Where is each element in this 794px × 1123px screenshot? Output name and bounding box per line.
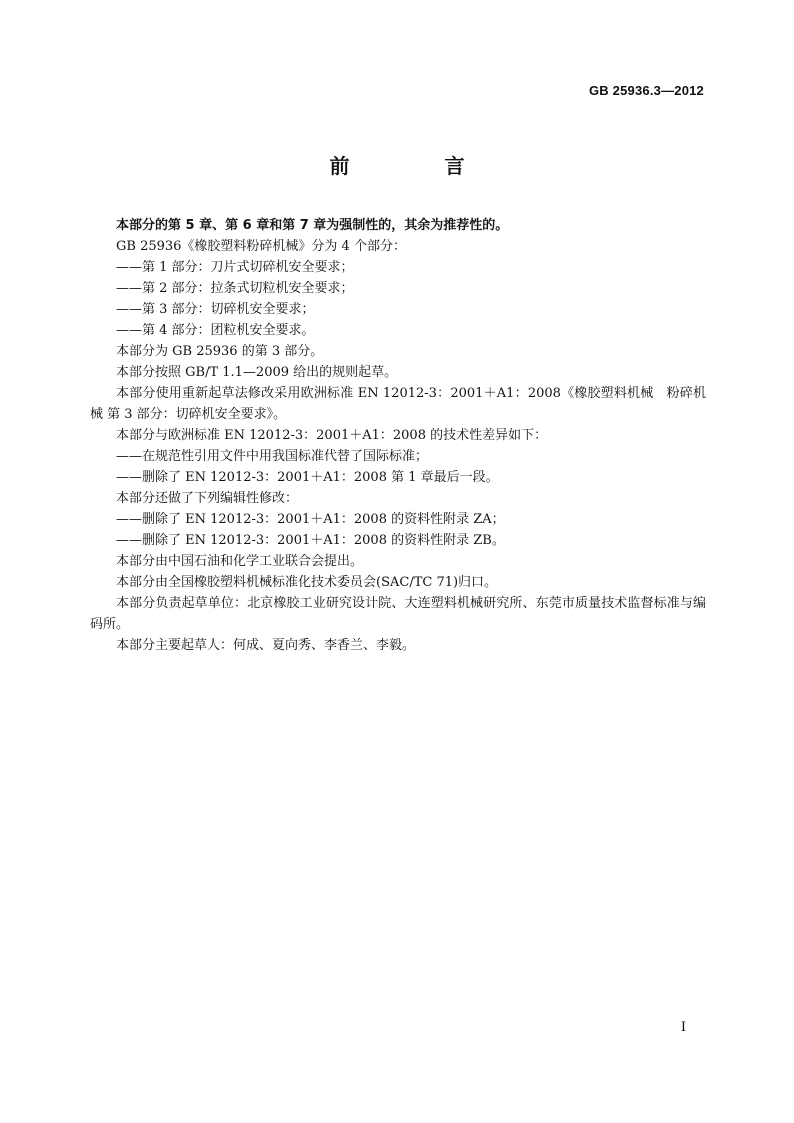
paragraph-drafters: 本部分主要起草人：何成、夏向秀、李香兰、李毅。 [116, 638, 416, 653]
paragraph-centralized-by: 本部分由全国橡胶塑料机械标准化技术委员会(SAC/TC 71)归口。 [116, 575, 498, 590]
paragraph-proposed-by: 本部分由中国石油和化学工业联合会提出。 [116, 554, 364, 569]
list-item-difference-1: ——在规范性引用文件中用我国标准代替了国际标准； [116, 449, 429, 464]
list-item-editorial-1: ——删除了 EN 12012-3：2001＋A1：2008 的资料性附录 ZA； [116, 512, 505, 527]
list-item-difference-2: ——删除了 EN 12012-3：2001＋A1：2008 第 1 章最后一段。 [116, 470, 499, 485]
page-number: I [680, 1020, 686, 1035]
list-item-part-2: ——第 2 部分：拉条式切粒机安全要求； [116, 281, 354, 296]
paragraph-adoption: 本部分使用重新起草法修改采用欧洲标准 EN 12012-3：2001＋A1：2008《橡胶塑料机械 粉碎机械 第 3 部分：切碎机安全要求》。 [90, 386, 706, 422]
paragraph-drafting-rules: 本部分按照 GB/T 1.1—2009 给出的规则起草。 [116, 365, 398, 380]
page-title: 前 言 [329, 154, 509, 178]
paragraph-drafting-units: 本部分负责起草单位：北京橡胶工业研究设计院、大连塑料机械研究所、东莞市质量技术监督标准与编码所。 [90, 596, 706, 632]
list-item-editorial-2: ——删除了 EN 12012-3：2001＋A1：2008 的资料性附录 ZB。 [116, 533, 505, 548]
list-item-part-4: ——第 4 部分：团粒机安全要求。 [116, 323, 315, 338]
paragraph-editorial-changes: 本部分还做了下列编辑性修改： [116, 491, 299, 506]
paragraph-mandatory-note: 本部分的第 5 章、第 6 章和第 7 章为强制性的，其余为推荐性的。 [116, 218, 509, 233]
standard-code: GB 25936.3—2012 [588, 83, 704, 98]
paragraph-this-part: 本部分为 GB 25936 的第 3 部分。 [116, 344, 324, 359]
list-item-part-1: ——第 1 部分：刀片式切碎机安全要求； [116, 260, 354, 275]
paragraph-technical-differences: 本部分与欧洲标准 EN 12012-3：2001＋A1：2008 的技术性差异如下： [116, 428, 548, 443]
list-item-part-3: ——第 3 部分：切碎机安全要求； [116, 302, 315, 317]
paragraph-parts-intro: GB 25936《橡胶塑料粉碎机械》分为 4 个部分： [116, 239, 406, 254]
document-body [90, 215, 706, 656]
